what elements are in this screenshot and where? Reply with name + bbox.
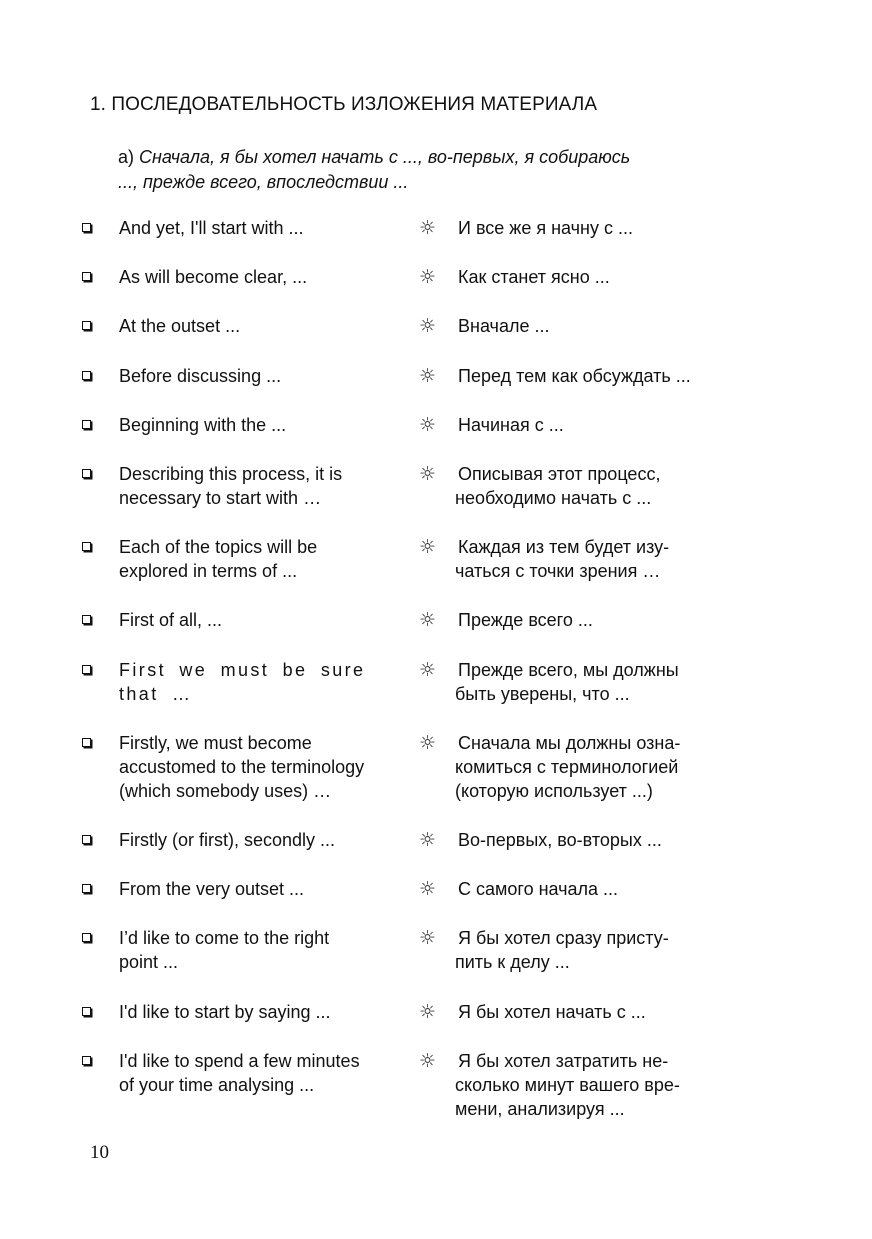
russian-translation — [455, 658, 748, 706]
english-phrase — [119, 265, 409, 289]
russian-translation-line: Описывая этот процесс, — [458, 464, 661, 484]
english-phrase-line: And yet, I'll start with ... — [119, 218, 304, 238]
russian-translation — [455, 926, 748, 974]
sun-icon: ☼ — [419, 1001, 437, 1023]
sun-icon: ☼ — [419, 414, 437, 436]
sun-icon: ☼ — [419, 463, 437, 485]
english-phrase — [119, 216, 409, 240]
english-phrase — [119, 462, 409, 510]
sun-icon: ☼ — [419, 732, 437, 754]
english-phrase — [119, 364, 409, 388]
checkbox-square-icon — [82, 223, 91, 232]
sun-icon: ☼ — [419, 266, 437, 288]
sun-icon: ☼ — [419, 536, 437, 558]
russian-translation-line: сколько минут вашего вре- — [455, 1075, 680, 1095]
english-phrase — [119, 314, 409, 338]
russian-translation-line: Как станет ясно ... — [458, 267, 610, 287]
english-phrase-line: I'd like to spend a few minutes — [119, 1051, 360, 1071]
sun-icon: ☼ — [419, 829, 437, 851]
sun-icon: ☼ — [419, 365, 437, 387]
russian-translation — [455, 535, 748, 583]
english-phrase-line: Beginning with the ... — [119, 415, 287, 435]
sun-icon: ☼ — [419, 315, 437, 337]
russian-translation — [458, 216, 748, 240]
russian-translation-line: комиться с терминологией — [455, 757, 679, 777]
english-phrase-line: Firstly, we must become — [119, 733, 312, 753]
english-phrase-line: From the very outset ... — [119, 879, 305, 899]
russian-translation — [455, 731, 748, 803]
section-heading: 1. ПОСЛЕДОВАТЕЛЬНОСТЬ ИЗЛОЖЕНИЯ МАТЕРИАЛА — [90, 94, 598, 115]
russian-translation-line: С самого начала ... — [458, 879, 619, 899]
russian-translation — [458, 828, 748, 852]
english-phrase — [119, 1049, 409, 1097]
english-phrase-line: (which somebody uses) … — [119, 781, 332, 801]
english-phrase-line: First we must be sure — [119, 660, 366, 680]
english-phrase-line: of your time analysing ... — [119, 1075, 315, 1095]
english-phrase-line: I’d like to come to the right — [119, 928, 330, 948]
russian-translation-line: Вначале ... — [458, 316, 550, 336]
russian-translation-line: Прежде всего ... — [458, 610, 593, 630]
page-number: 10 — [90, 1142, 109, 1163]
russian-translation — [458, 877, 748, 901]
russian-translation-line: Я бы хотел сразу присту- — [458, 928, 669, 948]
russian-translation — [458, 413, 748, 437]
russian-translation-line: И все же я начну с ... — [458, 218, 633, 238]
russian-translation-line: быть уверены, что ... — [455, 684, 630, 704]
russian-translation-line: мени, анализируя ... — [455, 1099, 625, 1119]
checkbox-square-icon — [82, 371, 91, 380]
russian-translation — [455, 1049, 748, 1121]
subheading-line-1: Сначала, я бы хотел начать с ..., во-первых, я собираюсь — [139, 147, 631, 167]
sun-icon: ☼ — [419, 927, 437, 949]
sun-icon: ☼ — [419, 878, 437, 900]
russian-translation — [458, 265, 748, 289]
english-phrase-line: that … — [119, 684, 193, 704]
english-phrase-line: Before discussing ... — [119, 366, 282, 386]
russian-translation-line: Я бы хотел начать с ... — [458, 1002, 646, 1022]
russian-translation — [455, 462, 748, 510]
checkbox-square-icon — [82, 1056, 91, 1065]
russian-translation-line: пить к делу ... — [455, 952, 570, 972]
english-phrase-line: First of all, ... — [119, 610, 223, 630]
checkbox-square-icon — [82, 933, 91, 942]
checkbox-square-icon — [82, 835, 91, 844]
english-phrase-line: As will become clear, ... — [119, 267, 308, 287]
russian-translation-line: Прежде всего, мы должны — [458, 660, 679, 680]
russian-translation-line: Перед тем как обсуждать ... — [458, 366, 691, 386]
checkbox-square-icon — [82, 1007, 91, 1016]
english-phrase — [119, 535, 409, 583]
russian-translation-line: Сначала мы должны озна- — [458, 733, 681, 753]
subheading-line-2: ..., прежде всего, впоследствии ... — [118, 172, 409, 192]
english-phrase — [119, 828, 409, 852]
english-phrase-line: Describing this process, it is — [119, 464, 343, 484]
russian-translation — [458, 1000, 748, 1024]
english-phrase-line: Each of the topics will be — [119, 537, 318, 557]
english-phrase — [119, 608, 409, 632]
checkbox-square-icon — [82, 420, 91, 429]
english-phrase — [119, 877, 409, 901]
checkbox-square-icon — [82, 665, 91, 674]
russian-translation — [458, 608, 748, 632]
sun-icon: ☼ — [419, 659, 437, 681]
russian-translation — [458, 364, 748, 388]
english-phrase — [119, 1000, 409, 1024]
russian-translation-line: (которую использует ...) — [455, 781, 653, 801]
english-phrase — [119, 413, 409, 437]
checkbox-square-icon — [82, 321, 91, 330]
russian-translation-line: необходимо начать с ... — [455, 488, 652, 508]
english-phrase — [119, 926, 409, 974]
english-phrase-line: Firstly (or first), secondly ... — [119, 830, 336, 850]
sun-icon: ☼ — [419, 609, 437, 631]
english-phrase-line: necessary to start with … — [119, 488, 322, 508]
english-phrase-line: I'd like to start by saying ... — [119, 1002, 331, 1022]
sun-icon: ☼ — [419, 1050, 437, 1072]
russian-translation-line: Я бы хотел затратить не- — [458, 1051, 669, 1071]
checkbox-square-icon — [82, 884, 91, 893]
english-phrase-line: accustomed to the terminology — [119, 757, 365, 777]
english-phrase — [119, 731, 409, 803]
english-phrase-line: point ... — [119, 952, 179, 972]
checkbox-square-icon — [82, 738, 91, 747]
checkbox-square-icon — [82, 615, 91, 624]
checkbox-square-icon — [82, 272, 91, 281]
sun-icon: ☼ — [419, 217, 437, 239]
checkbox-square-icon — [82, 542, 91, 551]
russian-translation-line: Начиная с ... — [458, 415, 564, 435]
english-phrase-line: At the outset ... — [119, 316, 241, 336]
russian-translation-line: Каждая из тем будет изу- — [458, 537, 670, 557]
russian-translation-line: Во-первых, во-вторых ... — [458, 830, 662, 850]
russian-translation — [458, 314, 748, 338]
russian-translation-line: чаться с точки зрения … — [455, 561, 661, 581]
subheading-prefix: а) — [118, 147, 140, 167]
subheading — [118, 145, 758, 195]
checkbox-square-icon — [82, 469, 91, 478]
english-phrase-line: explored in terms of ... — [119, 561, 298, 581]
english-phrase — [119, 658, 409, 706]
